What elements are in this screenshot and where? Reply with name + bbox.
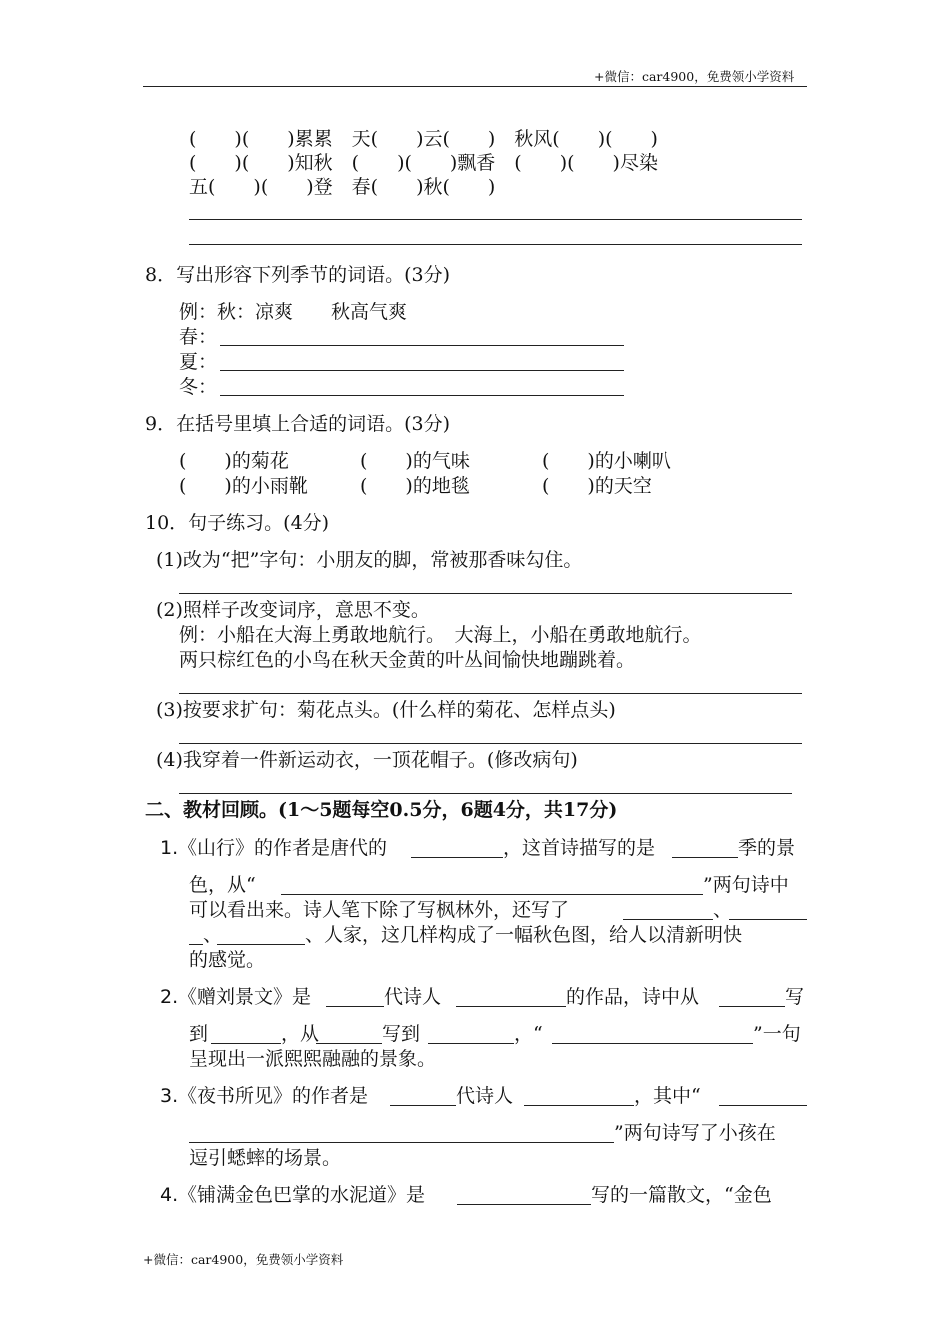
q7-answer-line-1[interactable]	[189, 219, 802, 220]
s2-q3-blank-poet[interactable]	[524, 1105, 634, 1106]
s2-q1-blank-season[interactable]	[672, 857, 738, 858]
s2-q2-blank-from-2[interactable]	[316, 1043, 382, 1044]
s2-q3-text-b: 代诗人	[456, 1085, 514, 1107]
q8-title: 8．写出形容下列季节的词语。(3分)	[145, 264, 451, 286]
s2-q4-text-a: 《铺满金色巴掌的水泥道》是	[178, 1184, 426, 1206]
s2-q1-text-g: 、	[713, 899, 733, 921]
s2-q2-text-i: ”一句	[753, 1023, 801, 1045]
s2-q2-text-e: 到	[189, 1023, 209, 1045]
q10-part1: (1)改为“把”字句：小朋友的脚，常被那香味勾住。	[156, 549, 583, 571]
s2-q2-text-j: 呈现出一派熙熙融融的景象。	[189, 1048, 437, 1070]
q8-summer-line[interactable]	[220, 370, 624, 371]
s2-q1-blank-item-2b[interactable]	[189, 944, 203, 945]
q8-summer-label: 夏：	[179, 351, 218, 373]
q10-part3-answer-line[interactable]	[179, 743, 802, 744]
q10-part4: (4)我穿着一件新运动衣，一顶花帽子。(修改病句)	[156, 749, 578, 771]
s2-q2-blank-poet[interactable]	[456, 1006, 566, 1007]
s2-q1-text-d: 色，从“	[189, 874, 256, 896]
q10-part2-title: (2)照样子改变词序，意思不变。	[156, 599, 430, 621]
s2-q3-blank-dynasty[interactable]	[390, 1105, 456, 1106]
q10-part2-sentence: 两只棕红色的小鸟在秋天金黄的叶丛间愉快地蹦跳着。	[179, 649, 636, 671]
s2-q3-number: 3.	[160, 1085, 179, 1107]
q9-item: ( )的菊花	[179, 450, 289, 472]
s2-q1-blank-item-2a[interactable]	[729, 919, 807, 920]
q8-spring-label: 春：	[179, 326, 218, 348]
s2-q1-text-f: 可以看出来。诗人笔下除了写枫林外，还写了	[189, 899, 570, 921]
q7-answer-line-2[interactable]	[189, 244, 802, 245]
s2-q1-blank-item-1[interactable]	[623, 919, 713, 920]
s2-q2-text-d: 写	[785, 986, 805, 1008]
s2-q4-text-b: 写的一篇散文，“金色	[591, 1184, 772, 1206]
page-header: +微信：car4900，免费领小学资料	[594, 69, 795, 84]
q8-winter-line[interactable]	[220, 395, 624, 396]
page-footer: +微信：car4900，免费领小学资料	[143, 1252, 344, 1267]
s2-q1-text-b: ，这首诗描写的是	[503, 837, 656, 859]
s2-q2-text-b: 代诗人	[384, 986, 442, 1008]
q10-part1-answer-line[interactable]	[179, 593, 792, 594]
s2-q2-number: 2.	[160, 986, 179, 1008]
q10-part3: (3)按要求扩句：菊花点头。(什么样的菊花、怎样点头)	[156, 699, 616, 721]
q10-part2-example: 例：小船在大海上勇敢地航行。 大海上，小船在勇敢地航行。	[179, 624, 702, 646]
q9-item: ( )的天空	[542, 475, 652, 497]
s2-q2-blank-to-2[interactable]	[428, 1043, 514, 1044]
q9-item: ( )的气味	[360, 450, 470, 472]
s2-q2-text-a: 《赠刘景文》是	[178, 986, 312, 1008]
s2-q3-text-d: ”两句诗写了小孩在	[614, 1122, 776, 1144]
s2-q3-text-e: 逗引蟋蟀的场景。	[189, 1147, 342, 1169]
s2-q1-text-i: 、人家，这几样构成了一幅秋色图，给人以清新明快	[305, 924, 743, 946]
q9-item: ( )的小喇叭	[542, 450, 671, 472]
s2-q1-number: 1.	[160, 837, 179, 859]
q7-line-2: ( )( )知秋 ( )( )飘香 ( )( )尽染	[189, 152, 658, 174]
s2-q2-blank-verse[interactable]	[552, 1043, 753, 1044]
s2-q4-number: 4.	[160, 1184, 179, 1206]
s2-q2-blank-dynasty[interactable]	[326, 1006, 384, 1007]
q7-line-3: 五( )( )登 春( )秋( )	[189, 176, 496, 198]
s2-q2-blank-from-1[interactable]	[719, 1006, 785, 1007]
s2-q3-text-a: 《夜书所见》的作者是	[178, 1085, 369, 1107]
q7-line-1: ( )( )累累 天( )云( ) 秋风( )( )	[189, 128, 658, 150]
q9-item: ( )的小雨靴	[179, 475, 308, 497]
s2-q1-text-j: 的感觉。	[189, 949, 266, 971]
s2-q1-blank-author[interactable]	[411, 857, 503, 858]
s2-q2-blank-to-1[interactable]	[211, 1043, 281, 1044]
q10-part2-answer-line[interactable]	[179, 693, 802, 694]
header-rule	[143, 86, 807, 87]
s2-q4-blank-author[interactable]	[457, 1204, 591, 1205]
s2-q2-text-f: ，从	[281, 1023, 320, 1045]
s2-q1-text-e: ”两句诗中	[703, 874, 789, 896]
q10-part4-answer-line[interactable]	[179, 793, 792, 794]
s2-q3-blank-verse-a[interactable]	[719, 1105, 807, 1106]
s2-q3-text-c: ，其中“	[634, 1085, 701, 1107]
s2-q1-blank-item-3[interactable]	[217, 944, 305, 945]
section2-title: 二、教材回顾。(1～5题每空0.5分，6题4分，共17分)	[145, 799, 618, 821]
s2-q2-text-h: ，“	[514, 1023, 543, 1045]
s2-q2-text-g: 写到	[382, 1023, 421, 1045]
q10-title: 10．句子练习。(4分)	[145, 512, 330, 534]
s2-q1-text-a: 《山行》的作者是唐代的	[178, 837, 388, 859]
s2-q1-text-h: 、	[203, 924, 223, 946]
q8-spring-line[interactable]	[220, 345, 624, 346]
q8-example: 例：秋：凉爽 秋高气爽	[179, 301, 408, 323]
s2-q1-blank-verse[interactable]	[281, 894, 703, 895]
s2-q1-text-c: 季的景	[738, 837, 796, 859]
q9-item: ( )的地毯	[360, 475, 470, 497]
q9-title: 9．在括号里填上合适的词语。(3分)	[145, 413, 451, 435]
q8-winter-label: 冬：	[179, 376, 218, 398]
s2-q3-blank-verse-b[interactable]	[189, 1142, 614, 1143]
s2-q2-text-c: 的作品，诗中从	[566, 986, 700, 1008]
